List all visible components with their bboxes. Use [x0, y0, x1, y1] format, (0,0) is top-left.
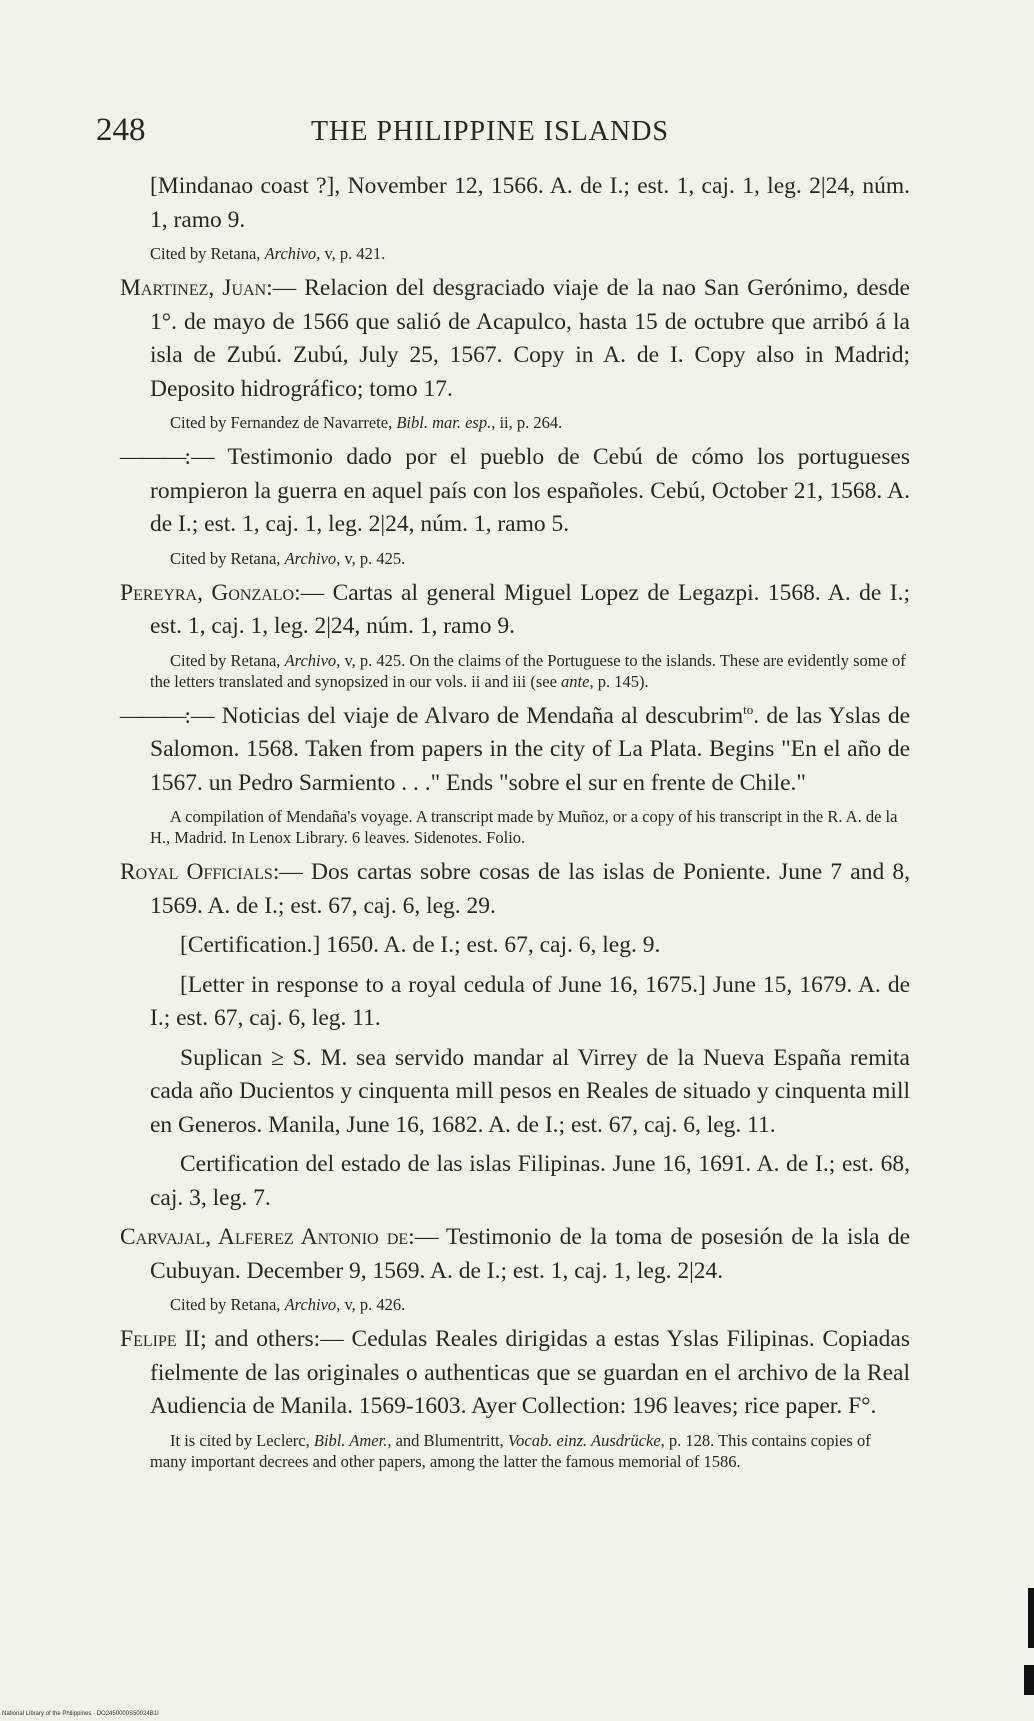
note-text: , v, p. 425. On the claims of the Portuguese to the islands. These are evidently some of the letters translated and synopsized in our vols. ii and iii (see [150, 650, 906, 691]
entry-separator: :— [184, 444, 228, 470]
entry-body: Relacion del desgraciado viaje de la nao San Gerónimo, desde 1°. de mayo de 1566 que salió de Acapulco, hasta 15 de octubre que arribó á la isla de Zubú. Zubú, July 25, 1567. Copy in A. de I. Copy also in Madrid; Deposito hidrográfico; tomo 17. [150, 275, 910, 402]
note-text: , v, p. 425. [336, 548, 406, 568]
bibliography-content [120, 170, 910, 1480]
entry-body: Noticias del viaje de Alvaro de Mendaña al descubrim [221, 702, 744, 729]
entry-separator: :— [266, 275, 305, 301]
note-title: Bibl. Amer. [313, 1430, 388, 1450]
note-title: ante [561, 671, 590, 691]
note-text: Cited by Retana, [170, 548, 285, 568]
note-text: It is cited by Leclerc, [170, 1430, 314, 1450]
entry-martinez-juan [120, 272, 910, 433]
entry-text: [Mindanao coast ?], November 12, 1566. A. de I.; est. 1, caj. 1, leg. 2|24, núm. 1, ramo 9. [150, 173, 910, 233]
note-text: Cited by Retana, [170, 650, 285, 670]
entry-author: Pereyra, Gonzalo [120, 579, 295, 606]
entry-subitem: Suplican ≥ S. M. sea servido mandar al Virrey de la Nueva España remita cada año Ducientos y cinquenta mill pesos en Reales de situado y cinquenta mill en Generos. Manila, June 16, 1682. A. de I.; est. 67, caj. 6, leg. 11. [150, 1044, 910, 1138]
entry-separator: :— [313, 1326, 352, 1352]
entry-subitem: Certification del estado de las islas Filipinas. June 16, 1691. A. de I.; est. 68, caj. 3, leg. 7. [150, 1151, 910, 1211]
entry-carvajal-antonio [120, 1221, 910, 1315]
note-title: Archivo [284, 1295, 337, 1314]
note-title: Archivo [284, 548, 337, 568]
entry-citation [150, 1294, 910, 1315]
entry-pereyra-gonzalo [120, 577, 910, 692]
scan-edge-mark [1024, 1665, 1034, 1695]
entry-body: Testimonio de la toma de posesión de la isla de Cubuyan. December 9, 1569. A. de I.; est. 1, caj. 1, leg. 2|24. [150, 1224, 911, 1284]
entry-mindanao-coast [120, 170, 910, 264]
note-text: Cited by Retana, [150, 244, 265, 263]
entry-citation [150, 1430, 910, 1472]
entry-body: . de las Yslas de Salomon. 1568. Taken from papers in the city of La Plata. Begins "En el año de 1567. un Pedro Sarmiento . . ." Ends "sobre el sur en frente de Chile." [150, 702, 910, 796]
note-text: , v, p. 426. [336, 1295, 406, 1314]
note-text: , v, p. 421. [316, 244, 386, 263]
note-text: Cited by Retana, [170, 1295, 285, 1314]
entry-text [120, 700, 910, 801]
entry-author: Felipe [120, 1326, 177, 1352]
entry-body: Dos cartas sobre cosas de las islas de Poniente. June 7 and 8, 1569. A. de I.; est. 67, caj. 6, leg. 29. [150, 859, 910, 919]
entry-citation [150, 548, 910, 569]
entry-text [120, 856, 910, 923]
entry-citation [150, 243, 910, 264]
superscript: to [743, 701, 754, 717]
note-title: Bibl. mar. esp. [396, 413, 492, 432]
note-text: , and Blumentritt, [387, 1430, 508, 1450]
entry-royal-officials [120, 856, 910, 1215]
entry-noticias-mendana [120, 700, 910, 849]
entry-subitem: [Letter in response to a royal cedula of June 16, 1675.] June 15, 1679. A. de I.; est. 67, caj. 6, leg. 11. [150, 971, 910, 1031]
page-number: 248 [96, 112, 146, 148]
note-title: Vocab. einz. Ausdrücke [507, 1430, 661, 1450]
entry-text [120, 1221, 910, 1288]
entry-author: Carvajal, Alferez Antonio de [120, 1224, 409, 1250]
entry-citation [150, 650, 910, 692]
entry-body: Testimonio dado por el pueblo de Cebú de cómo los portugueses rompieron la guerra en aquel país con los españoles. Cebú, October 21, 1568. A. de I.; est. 1, caj. 1, leg. 2|24, núm. 1, ramo 5. [150, 444, 911, 537]
entry-separator: :— [272, 859, 311, 885]
entry-text [120, 577, 910, 644]
note-text: Cited by Fernandez de Navarrete, [170, 413, 397, 432]
entry-citation [150, 412, 910, 433]
running-head [96, 112, 938, 152]
entry-citation: A compilation of Mendaña's voyage. A transcript made by Muñoz, or a copy of his transcript in the R. A. de la H., Madrid. In Lenox Library. 6 leaves. Sidenotes. Folio. [150, 807, 898, 847]
entry-separator: :— [408, 1224, 447, 1250]
entry-body: Cedulas Reales dirigidas a estas Yslas Filipinas. Copiadas fielmente de las originales o authenticas que se guardan en el archivo de la Real Audiencia de Manila. 1569-1603. Ayer Collection: 196 leaves; rice paper. F°. [150, 1326, 911, 1419]
scan-edge-mark [1028, 1588, 1034, 1648]
note-title: Archivo [264, 244, 317, 263]
entry-author: Martinez, Juan [120, 275, 267, 301]
entry-text [120, 441, 910, 542]
note-text: , p. 128. This contains copies of many important decrees and other papers, among the latter the famous memorial of 1586. [150, 1430, 871, 1471]
entry-separator: :— [184, 702, 222, 729]
entry-author-rest: II; and others [176, 1326, 314, 1352]
entry-felipe-ii [120, 1323, 910, 1472]
entry-testimonio-cebu [120, 441, 910, 569]
entry-subitem: [Certification.] 1650. A. de I.; est. 67, caj. 6, leg. 9. [180, 932, 661, 958]
scan-footer: National Library of the Philippines · DO2450000S50024B1I [2, 1711, 159, 1717]
running-title: THE PHILIPPINE ISLANDS [311, 116, 669, 147]
entry-body: Cartas al general Miguel Lopez de Legazpi. 1568. A. de I.; est. 1, caj. 1, leg. 2|24, núm. 1, ramo 9. [150, 579, 911, 639]
entry-text [120, 1323, 910, 1424]
note-title: Archivo [284, 650, 337, 670]
entry-text [120, 272, 910, 406]
ditto-dash: ——— [120, 702, 185, 729]
note-text: , ii, p. 264. [491, 413, 563, 432]
entry-separator: :— [294, 579, 333, 606]
ditto-dash: ——— [120, 444, 185, 470]
entry-author: Royal Officials [120, 859, 273, 885]
note-text: , p. 145). [589, 671, 649, 691]
